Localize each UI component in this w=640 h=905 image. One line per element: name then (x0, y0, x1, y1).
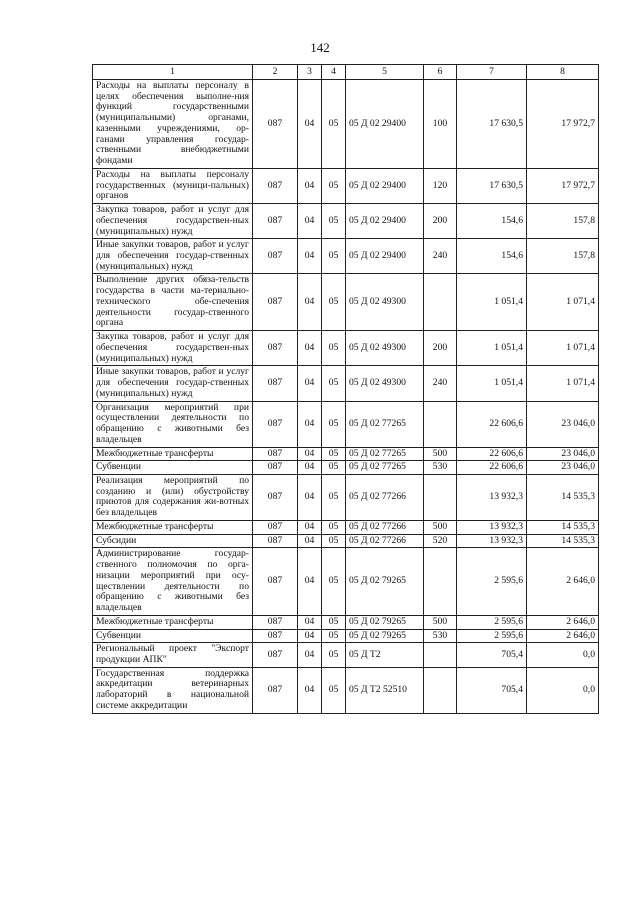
section-code-cell: 04 (298, 534, 322, 548)
amount-year1-cell: 1 051,4 (457, 274, 527, 331)
subsection-code-cell: 05 (322, 474, 346, 520)
expense-type-cell: 500 (424, 520, 457, 534)
target-article-cell: 05 Д 02 77265 (346, 401, 424, 447)
subsection-code-cell: 05 (322, 534, 346, 548)
item-name-cell: Закупка товаров, работ и услуг для обеспечения государствен-ных (муниципальных) нужд (93, 204, 253, 239)
item-name-cell: Расходы на выплаты персоналу в целях обеспечения выполне-ния функций государственными (муниципальными) органами, казенными учреждениями, ор-ганами управления государ-ственными внебюджетными фондами (93, 80, 253, 169)
amount-year1-cell: 22 606,6 (457, 447, 527, 461)
amount-year2-cell: 14 535,3 (527, 520, 599, 534)
target-article-cell: 05 Д T2 52510 (346, 667, 424, 713)
table-row (93, 168, 599, 203)
item-name-cell: Межбюджетные трансферты (93, 520, 253, 534)
table-row (93, 474, 599, 520)
amount-year2-cell: 2 646,0 (527, 615, 599, 629)
expense-type-cell: 530 (424, 461, 457, 475)
ministry-code-cell: 087 (253, 474, 298, 520)
ministry-code-cell: 087 (253, 447, 298, 461)
header-cell: 8 (527, 65, 599, 80)
item-name-cell: Субвенции (93, 461, 253, 475)
target-article-cell: 05 Д 02 79265 (346, 615, 424, 629)
ministry-code-cell: 087 (253, 629, 298, 643)
section-code-cell: 04 (298, 204, 322, 239)
amount-year1-cell: 22 606,6 (457, 461, 527, 475)
table-row (93, 366, 599, 401)
target-article-cell: 05 Д 02 29400 (346, 204, 424, 239)
amount-year1-cell: 13 932,3 (457, 520, 527, 534)
header-row (93, 65, 599, 80)
ministry-code-cell: 087 (253, 643, 298, 667)
ministry-code-cell: 087 (253, 667, 298, 713)
expense-type-cell (424, 643, 457, 667)
header-cell: 5 (346, 65, 424, 80)
budget-table (92, 64, 599, 714)
subsection-code-cell: 05 (322, 239, 346, 274)
amount-year2-cell: 23 046,0 (527, 401, 599, 447)
ministry-code-cell: 087 (253, 80, 298, 169)
amount-year1-cell: 17 630,5 (457, 80, 527, 169)
expense-type-cell (424, 274, 457, 331)
amount-year1-cell: 705,4 (457, 667, 527, 713)
table-row (93, 534, 599, 548)
subsection-code-cell: 05 (322, 274, 346, 331)
amount-year1-cell: 2 595,6 (457, 615, 527, 629)
amount-year1-cell: 705,4 (457, 643, 527, 667)
table-row (93, 239, 599, 274)
section-code-cell: 04 (298, 474, 322, 520)
item-name-cell: Организация мероприятий при осуществлении деятельности по обращению с животными без владельцев (93, 401, 253, 447)
target-article-cell: 05 Д 02 29400 (346, 239, 424, 274)
item-name-cell: Расходы на выплаты персоналу государственных (муници-пальных) органов (93, 168, 253, 203)
expense-type-cell (424, 474, 457, 520)
item-name-cell: Реализация мероприятий по созданию и (или) обустройству приютов для содержания жи-вотных без владельцев (93, 474, 253, 520)
subsection-code-cell: 05 (322, 204, 346, 239)
header-cell: 4 (322, 65, 346, 80)
section-code-cell: 04 (298, 274, 322, 331)
expense-type-cell: 240 (424, 366, 457, 401)
subsection-code-cell: 05 (322, 331, 346, 366)
item-name-cell: Иные закупки товаров, работ и услуг для обеспечения государ-ственных (муниципальных) нужд (93, 239, 253, 274)
ministry-code-cell: 087 (253, 461, 298, 475)
section-code-cell: 04 (298, 401, 322, 447)
subsection-code-cell: 05 (322, 366, 346, 401)
section-code-cell: 04 (298, 461, 322, 475)
subsection-code-cell: 05 (322, 629, 346, 643)
amount-year1-cell: 17 630,5 (457, 168, 527, 203)
item-name-cell: Выполнение других обяза-тельств государства в части ма-териально-технического обе-спечения деятельности государ-ственного органа (93, 274, 253, 331)
expense-type-cell: 500 (424, 447, 457, 461)
amount-year1-cell: 1 051,4 (457, 366, 527, 401)
section-code-cell: 04 (298, 643, 322, 667)
section-code-cell: 04 (298, 168, 322, 203)
ministry-code-cell: 087 (253, 331, 298, 366)
section-code-cell: 04 (298, 366, 322, 401)
amount-year1-cell: 1 051,4 (457, 331, 527, 366)
amount-year1-cell: 154,6 (457, 239, 527, 274)
section-code-cell: 04 (298, 447, 322, 461)
target-article-cell: 05 Д 02 29400 (346, 168, 424, 203)
amount-year2-cell: 1 071,4 (527, 331, 599, 366)
item-name-cell: Закупка товаров, работ и услуг для обеспечения государствен-ных (муниципальных) нужд (93, 331, 253, 366)
amount-year2-cell: 14 535,3 (527, 534, 599, 548)
expense-type-cell (424, 667, 457, 713)
item-name-cell: Администрирование государ-ственного полномочия по орга-низации мероприятий при осу-ществлении деятельности по обращению с животными без владельцев (93, 548, 253, 615)
target-article-cell: 05 Д T2 (346, 643, 424, 667)
amount-year2-cell: 14 535,3 (527, 474, 599, 520)
header-cell: 3 (298, 65, 322, 80)
amount-year1-cell: 154,6 (457, 204, 527, 239)
target-article-cell: 05 Д 02 79265 (346, 548, 424, 615)
target-article-cell: 05 Д 02 77265 (346, 461, 424, 475)
expense-type-cell: 520 (424, 534, 457, 548)
header-cell: 7 (457, 65, 527, 80)
section-code-cell: 04 (298, 239, 322, 274)
item-name-cell: Субвенции (93, 629, 253, 643)
subsection-code-cell: 05 (322, 168, 346, 203)
subsection-code-cell: 05 (322, 520, 346, 534)
table-row (93, 80, 599, 169)
item-name-cell: Межбюджетные трансферты (93, 447, 253, 461)
subsection-code-cell: 05 (322, 615, 346, 629)
expense-type-cell: 240 (424, 239, 457, 274)
section-code-cell: 04 (298, 80, 322, 169)
section-code-cell: 04 (298, 667, 322, 713)
amount-year2-cell: 17 972,7 (527, 168, 599, 203)
target-article-cell: 05 Д 02 49300 (346, 274, 424, 331)
table-row (93, 447, 599, 461)
subsection-code-cell: 05 (322, 461, 346, 475)
section-code-cell: 04 (298, 548, 322, 615)
amount-year1-cell: 2 595,6 (457, 629, 527, 643)
expense-type-cell (424, 548, 457, 615)
target-article-cell: 05 Д 02 77266 (346, 474, 424, 520)
amount-year2-cell: 0,0 (527, 643, 599, 667)
ministry-code-cell: 087 (253, 204, 298, 239)
table-row (93, 401, 599, 447)
header-cell: 6 (424, 65, 457, 80)
table-row (93, 629, 599, 643)
amount-year2-cell: 2 646,0 (527, 548, 599, 615)
amount-year2-cell: 23 046,0 (527, 447, 599, 461)
expense-type-cell: 120 (424, 168, 457, 203)
ministry-code-cell: 087 (253, 401, 298, 447)
target-article-cell: 05 Д 02 49300 (346, 331, 424, 366)
amount-year2-cell: 1 071,4 (527, 274, 599, 331)
amount-year2-cell: 17 972,7 (527, 80, 599, 169)
header-cell: 2 (253, 65, 298, 80)
ministry-code-cell: 087 (253, 615, 298, 629)
section-code-cell: 04 (298, 629, 322, 643)
target-article-cell: 05 Д 02 77265 (346, 447, 424, 461)
amount-year2-cell: 2 646,0 (527, 629, 599, 643)
amount-year2-cell: 0,0 (527, 667, 599, 713)
item-name-cell: Субсидии (93, 534, 253, 548)
ministry-code-cell: 087 (253, 274, 298, 331)
item-name-cell: Межбюджетные трансферты (93, 615, 253, 629)
expense-type-cell: 530 (424, 629, 457, 643)
item-name-cell: Государственная поддержка аккредитации ветеринарных лабораторий в национальной системе аккредитации (93, 667, 253, 713)
target-article-cell: 05 Д 02 77266 (346, 534, 424, 548)
table-body (93, 80, 599, 714)
expense-type-cell: 200 (424, 331, 457, 366)
ministry-code-cell: 087 (253, 366, 298, 401)
section-code-cell: 04 (298, 615, 322, 629)
table-row (93, 204, 599, 239)
subsection-code-cell: 05 (322, 643, 346, 667)
subsection-code-cell: 05 (322, 401, 346, 447)
subsection-code-cell: 05 (322, 548, 346, 615)
table-row (93, 331, 599, 366)
expense-type-cell: 100 (424, 80, 457, 169)
target-article-cell: 05 Д 02 77266 (346, 520, 424, 534)
section-code-cell: 04 (298, 331, 322, 366)
table-row (93, 520, 599, 534)
amount-year2-cell: 1 071,4 (527, 366, 599, 401)
amount-year1-cell: 13 932,3 (457, 474, 527, 520)
table-row (93, 615, 599, 629)
ministry-code-cell: 087 (253, 239, 298, 274)
section-code-cell: 04 (298, 520, 322, 534)
subsection-code-cell: 05 (322, 667, 346, 713)
item-name-cell: Региональный проект "Экспорт продукции АПК" (93, 643, 253, 667)
ministry-code-cell: 087 (253, 168, 298, 203)
expense-type-cell: 500 (424, 615, 457, 629)
target-article-cell: 05 Д 02 79265 (346, 629, 424, 643)
expense-type-cell: 200 (424, 204, 457, 239)
table-row (93, 548, 599, 615)
amount-year2-cell: 157,8 (527, 204, 599, 239)
table-row (93, 274, 599, 331)
target-article-cell: 05 Д 02 49300 (346, 366, 424, 401)
subsection-code-cell: 05 (322, 80, 346, 169)
header-cell: 1 (93, 65, 253, 80)
amount-year2-cell: 157,8 (527, 239, 599, 274)
ministry-code-cell: 087 (253, 534, 298, 548)
amount-year2-cell: 23 046,0 (527, 461, 599, 475)
table-row (93, 667, 599, 713)
table-row (93, 461, 599, 475)
target-article-cell: 05 Д 02 29400 (346, 80, 424, 169)
subsection-code-cell: 05 (322, 447, 346, 461)
amount-year1-cell: 2 595,6 (457, 548, 527, 615)
ministry-code-cell: 087 (253, 548, 298, 615)
ministry-code-cell: 087 (253, 520, 298, 534)
item-name-cell: Иные закупки товаров, работ и услуг для обеспечения государ-ственных (муниципальных) нужд (93, 366, 253, 401)
amount-year1-cell: 22 606,6 (457, 401, 527, 447)
page-number: 142 (310, 40, 330, 55)
table-row (93, 643, 599, 667)
expense-type-cell (424, 401, 457, 447)
amount-year1-cell: 13 932,3 (457, 534, 527, 548)
